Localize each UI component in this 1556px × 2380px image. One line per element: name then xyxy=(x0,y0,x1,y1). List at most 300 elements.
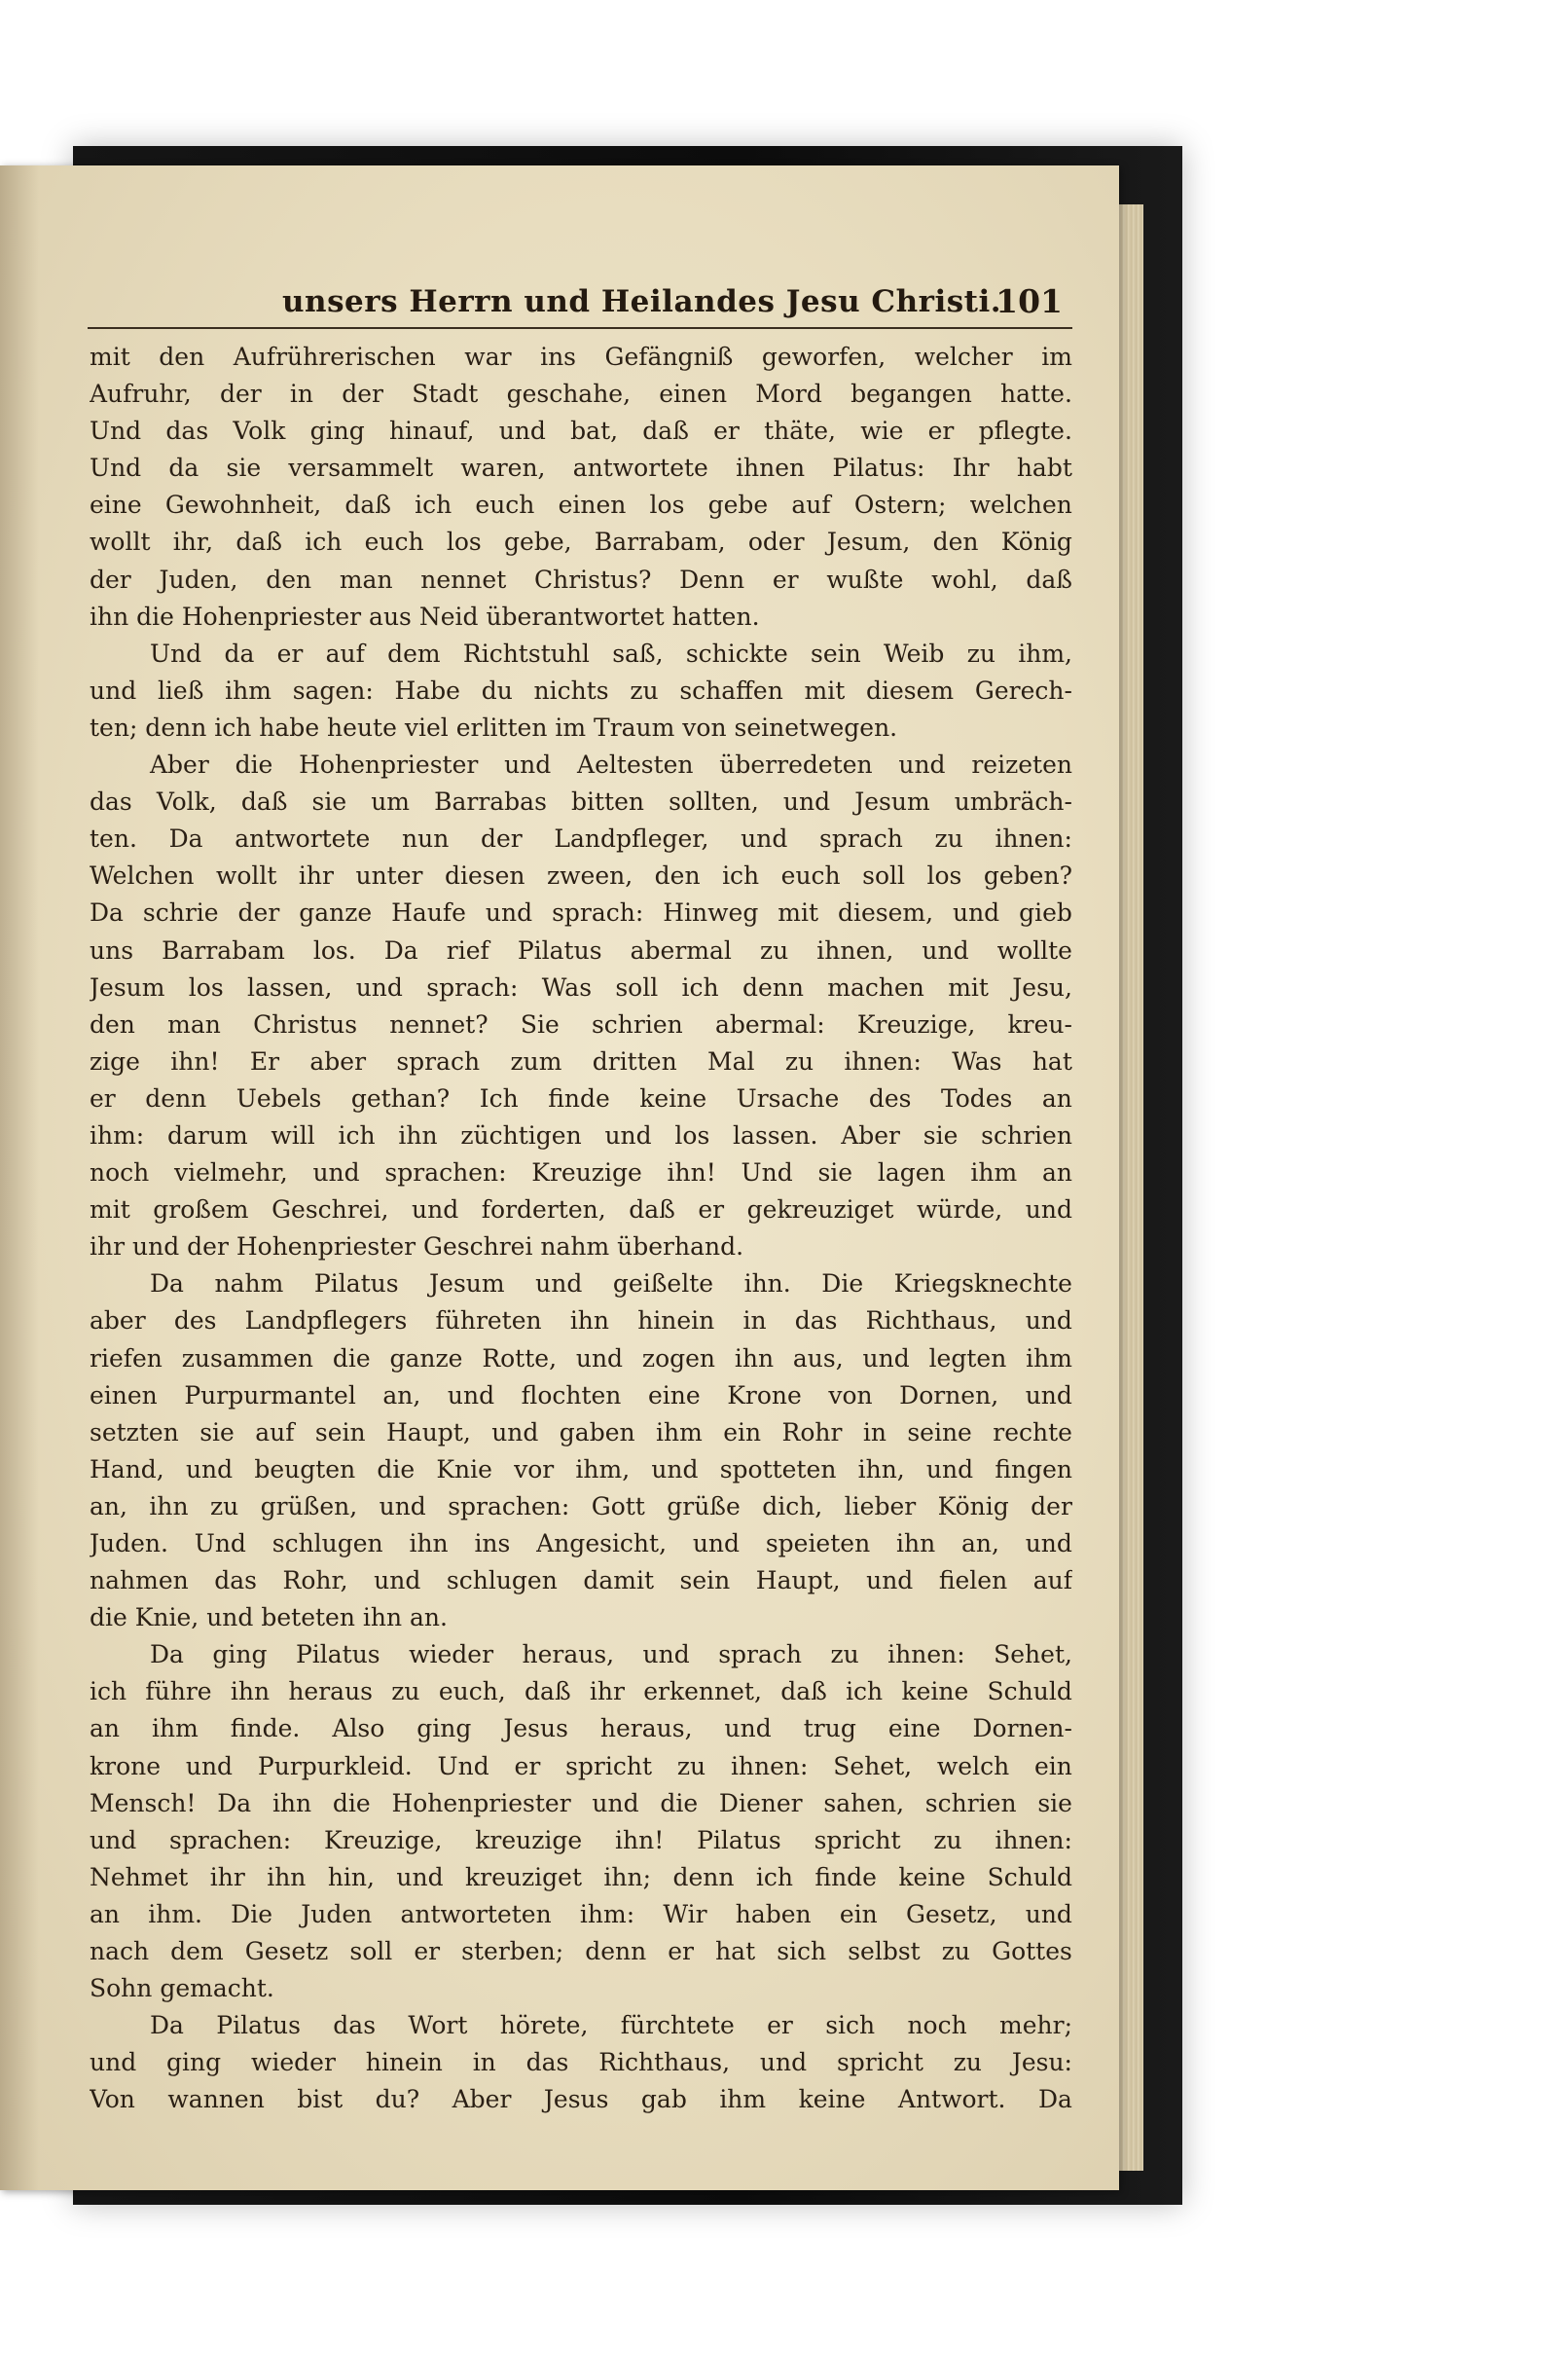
word: man xyxy=(339,565,393,594)
word: trug xyxy=(803,1714,856,1743)
word: sprachen: xyxy=(169,1825,292,1854)
word: ihn xyxy=(230,1677,271,1706)
word: noch xyxy=(90,1158,150,1188)
word: oder xyxy=(747,528,805,557)
word: Und xyxy=(90,454,142,483)
word: war xyxy=(464,343,512,371)
word: Denn xyxy=(679,565,745,594)
text-line xyxy=(90,376,1072,413)
word: keine xyxy=(901,1677,969,1706)
word: sich xyxy=(825,2011,876,2040)
body-text xyxy=(90,339,1072,2119)
word: diesem xyxy=(866,676,955,705)
word: zu xyxy=(933,1825,962,1854)
word: schaffen xyxy=(679,676,783,705)
text-line xyxy=(90,1154,1072,1191)
word: ihm, xyxy=(575,1454,631,1483)
word: ging xyxy=(416,1714,472,1743)
line-text: die Knie, und beteten ihn an. xyxy=(90,1603,448,1632)
word: finde xyxy=(814,1862,877,1891)
word: beugten xyxy=(254,1454,356,1483)
text-line xyxy=(90,1785,1072,1822)
word: er xyxy=(668,1937,695,1966)
word: grüße xyxy=(667,1491,741,1520)
word: und xyxy=(651,1454,699,1483)
word: ihn xyxy=(398,1120,438,1150)
word: ihn xyxy=(569,1306,610,1336)
word: in xyxy=(472,2048,496,2077)
word: ten. xyxy=(90,824,137,854)
word: Die xyxy=(231,1899,273,1928)
text-line xyxy=(90,1191,1072,1228)
word: um xyxy=(371,787,411,817)
word: und xyxy=(185,1454,234,1483)
word: daß xyxy=(235,528,282,557)
word: einen xyxy=(659,380,728,409)
word: heraus, xyxy=(522,1640,615,1669)
word: ihn. xyxy=(743,1269,791,1299)
word: und xyxy=(498,417,546,446)
word: er xyxy=(276,639,304,668)
word: man xyxy=(167,1009,221,1039)
word: sprach: xyxy=(426,972,519,1002)
word: geschahe, xyxy=(506,380,632,409)
word: los xyxy=(674,1120,710,1150)
word: Pilatus xyxy=(517,935,602,965)
word: ihn xyxy=(267,1862,307,1891)
word: gebe xyxy=(707,491,769,520)
word: ihm, xyxy=(1018,639,1072,668)
running-head xyxy=(88,280,1070,329)
word: und xyxy=(925,1454,974,1483)
word: an xyxy=(1041,1083,1072,1113)
word: grüßen, xyxy=(260,1491,358,1520)
word: an xyxy=(90,1899,121,1928)
word: sahen, xyxy=(823,1788,905,1817)
word: wieder xyxy=(409,1640,494,1669)
word: auf xyxy=(1032,1566,1072,1595)
word: König xyxy=(937,1491,1009,1520)
word: Richthaus, xyxy=(598,2048,731,2077)
text-line xyxy=(90,1748,1072,1785)
word: Habe xyxy=(394,676,460,705)
word: den xyxy=(90,1009,135,1039)
word: Haupt, xyxy=(385,1417,471,1446)
word: und xyxy=(604,1120,652,1150)
word: seine xyxy=(907,1417,972,1446)
word: er xyxy=(767,2011,793,2040)
word: Juden xyxy=(301,1899,373,1928)
word: ihn xyxy=(734,1343,775,1373)
word: welcher xyxy=(914,343,1013,371)
word: und xyxy=(1025,1195,1072,1225)
word: hatte. xyxy=(1000,380,1072,409)
word: Jesum xyxy=(429,1269,505,1299)
word: zu xyxy=(630,676,659,705)
word: thäte, xyxy=(764,417,836,446)
word: ihnen: xyxy=(730,1751,809,1780)
word: zusammen xyxy=(181,1343,314,1373)
word: Gesetz, xyxy=(905,1899,997,1928)
word: Kreuzige xyxy=(531,1158,642,1188)
word: wannen xyxy=(167,2085,265,2114)
word: machen xyxy=(827,972,924,1002)
word: umbräch- xyxy=(954,787,1072,817)
word: die xyxy=(235,751,273,780)
word: speieten xyxy=(765,1529,871,1557)
word: wollte xyxy=(996,935,1072,965)
text-line xyxy=(90,1525,1072,1562)
word: abermal: xyxy=(714,1009,825,1039)
word: Nehmet xyxy=(90,1862,189,1891)
word: schrien xyxy=(924,1788,1017,1817)
word: Ostern; xyxy=(853,491,947,520)
word: rechte xyxy=(993,1417,1072,1446)
word: sprachen: xyxy=(384,1158,507,1188)
word: Sehet, xyxy=(833,1751,913,1780)
word: des xyxy=(868,1083,912,1113)
word: zu xyxy=(966,639,995,668)
word: mit xyxy=(778,898,819,928)
word: nahmen xyxy=(90,1566,189,1595)
word: welchen xyxy=(969,491,1072,520)
word: die xyxy=(377,1454,416,1483)
word: Sie xyxy=(520,1009,560,1039)
word: erkennet, xyxy=(643,1677,762,1706)
word: sie xyxy=(226,454,262,483)
word: Purpurkleid. xyxy=(257,1751,413,1780)
word: Gesetz xyxy=(244,1937,329,1966)
word: da xyxy=(224,639,255,668)
word: an xyxy=(1041,1158,1072,1188)
word: will xyxy=(271,1120,315,1150)
word: forderten, xyxy=(481,1195,606,1225)
word: Pilatus xyxy=(295,1640,380,1669)
word: sprach xyxy=(819,824,903,854)
word: wohl, xyxy=(931,565,998,594)
text-line xyxy=(90,1007,1072,1044)
word: er xyxy=(927,417,955,446)
word: führe xyxy=(145,1677,212,1706)
word: und xyxy=(355,972,403,1002)
word: zu xyxy=(941,1937,971,1966)
word: dritten xyxy=(592,1046,677,1076)
word: ich xyxy=(90,1677,127,1706)
word: heraus, xyxy=(599,1714,693,1743)
word: überredeten xyxy=(719,751,873,780)
word: an, xyxy=(90,1491,127,1520)
word: geißelte xyxy=(612,1269,714,1299)
text-line xyxy=(90,970,1072,1007)
word: keine xyxy=(898,1862,966,1891)
word: das xyxy=(794,1306,838,1336)
word: Und xyxy=(194,1529,246,1557)
word: Aber xyxy=(841,1120,901,1150)
word: das xyxy=(165,417,209,446)
word: euch xyxy=(780,861,841,891)
word: Aber xyxy=(452,2085,512,2114)
text-line xyxy=(90,1970,1072,2007)
text-line xyxy=(90,673,1072,710)
word: die xyxy=(332,1343,371,1373)
word: Jesu: xyxy=(1011,2048,1072,2077)
word: ein xyxy=(1034,1751,1072,1780)
word: daß xyxy=(525,1677,571,1706)
word: in xyxy=(862,1417,887,1446)
word: an xyxy=(90,1714,121,1743)
word: pflegte. xyxy=(978,417,1072,446)
word: der xyxy=(219,380,262,409)
word: ich xyxy=(305,528,343,557)
word: vor xyxy=(514,1454,555,1483)
word: ließ xyxy=(157,676,204,705)
word: Er xyxy=(249,1046,280,1076)
word: Mord xyxy=(755,380,822,409)
word: sie xyxy=(1037,1788,1072,1817)
word: Todes xyxy=(940,1083,1013,1113)
word: ihm xyxy=(656,1417,703,1446)
text-line xyxy=(90,858,1072,895)
word: er xyxy=(772,565,799,594)
word: Jesus xyxy=(503,1714,568,1743)
word: Schuld xyxy=(987,1862,1072,1891)
word: er xyxy=(713,417,740,446)
word: Richtstuhl xyxy=(462,639,590,668)
word: ihr xyxy=(589,1677,625,1706)
word: Und xyxy=(150,639,202,668)
word: ihn, xyxy=(857,1454,905,1483)
word: ihm: xyxy=(579,1899,635,1928)
word: der xyxy=(1031,1491,1072,1520)
word: Aufruhr, xyxy=(90,380,192,409)
word: Landpfleger, xyxy=(554,824,709,854)
text-line xyxy=(90,524,1072,561)
word: auf xyxy=(255,1417,295,1446)
word: sich xyxy=(777,1937,827,1966)
word: den xyxy=(932,528,979,557)
word: das xyxy=(525,2048,569,2077)
word: ihnen: xyxy=(844,1046,922,1076)
word: ein xyxy=(723,1417,762,1446)
word: los xyxy=(926,861,962,891)
word: keine xyxy=(639,1083,707,1113)
text-line xyxy=(90,599,1072,636)
word: begangen xyxy=(850,380,972,409)
word: dem xyxy=(387,639,441,668)
word: gethan? xyxy=(350,1083,451,1113)
line-text: Sohn gemacht. xyxy=(90,1974,274,2003)
word: der xyxy=(90,565,131,594)
word: von xyxy=(828,1380,873,1410)
word: er xyxy=(514,1751,541,1780)
word: denn xyxy=(145,1083,207,1113)
word: legten xyxy=(928,1343,1007,1373)
word: zween, xyxy=(546,861,633,891)
word: hat xyxy=(715,1937,756,1966)
text-line xyxy=(90,450,1072,487)
word: Hohenpriester xyxy=(299,751,479,780)
word: ich xyxy=(681,972,719,1002)
word: ihnen: xyxy=(995,1825,1072,1854)
word: und xyxy=(396,1862,444,1891)
word: schrie xyxy=(142,898,219,928)
word: den xyxy=(654,861,701,891)
word: wußte xyxy=(826,565,904,594)
word: ihnen xyxy=(736,454,806,483)
word: Rohr, xyxy=(282,1566,348,1595)
text-line xyxy=(90,747,1072,784)
word: Gott xyxy=(591,1491,645,1520)
word: soll xyxy=(862,861,906,891)
word: Jesus xyxy=(543,2085,609,2114)
word: sie xyxy=(199,1417,235,1446)
word: Ich xyxy=(479,1083,519,1113)
word: rief xyxy=(446,935,489,965)
word: zu xyxy=(934,824,963,854)
word: Aber xyxy=(150,751,209,780)
word: ihm. xyxy=(148,1899,202,1928)
text-line xyxy=(90,1044,1072,1080)
word: daß xyxy=(1026,565,1072,594)
word: aus, xyxy=(792,1343,844,1373)
word: euch xyxy=(364,528,424,557)
word: ins xyxy=(474,1529,511,1557)
word: eine xyxy=(887,1714,941,1743)
word: darum xyxy=(166,1120,248,1150)
word: Juden. xyxy=(90,1529,168,1557)
word: den xyxy=(266,565,312,594)
word: und xyxy=(724,1714,772,1743)
word: krone xyxy=(90,1751,162,1780)
word: Haufe xyxy=(391,898,466,928)
word: König xyxy=(1000,528,1072,557)
word: Hinweg xyxy=(663,898,759,928)
word: Was xyxy=(952,1046,1002,1076)
word: Angesicht, xyxy=(536,1529,668,1557)
word: Da xyxy=(217,1788,252,1817)
word: Weib xyxy=(883,639,945,668)
word: ging xyxy=(309,417,365,446)
spine-shadow xyxy=(0,165,39,2190)
word: sprach xyxy=(396,1046,481,1076)
word: dem xyxy=(170,1937,224,1966)
word: uns xyxy=(90,935,134,965)
word: Ursache xyxy=(736,1083,840,1113)
word: ich xyxy=(846,1677,884,1706)
word: Gottes xyxy=(992,1937,1072,1966)
text-line xyxy=(90,1377,1072,1414)
text-line xyxy=(90,784,1072,821)
word: denn xyxy=(742,972,804,1002)
word: sie xyxy=(923,1120,959,1150)
word: Juden, xyxy=(159,565,238,594)
word: ins xyxy=(540,343,577,371)
text-line xyxy=(90,1822,1072,1859)
word: Gefängniß xyxy=(604,343,734,371)
word: reizeten xyxy=(971,751,1072,780)
word: abermal xyxy=(630,935,732,965)
word: antworteten xyxy=(400,1899,552,1928)
word: sein xyxy=(811,639,861,668)
word: wollt xyxy=(215,861,277,891)
word: Geschrei, xyxy=(271,1195,389,1225)
word: da xyxy=(168,454,199,483)
word: lassen. xyxy=(733,1120,818,1150)
word: ganze xyxy=(389,1343,463,1373)
running-title: unsers Herrn und Heilandes Jesu Christi. xyxy=(282,284,1002,319)
word: Gerech- xyxy=(974,676,1072,705)
word: Jesum xyxy=(854,787,930,817)
word: ihr xyxy=(209,1862,245,1891)
word: gaben xyxy=(559,1417,635,1446)
word: und xyxy=(922,935,969,965)
text-line xyxy=(90,2007,1072,2044)
word: Volk, xyxy=(156,787,217,817)
word: Haupt, xyxy=(755,1566,841,1595)
word: daß xyxy=(642,417,689,446)
word: daß xyxy=(240,787,288,817)
word: Also xyxy=(332,1714,385,1743)
word: welch xyxy=(936,1751,1010,1780)
word: Rohr xyxy=(781,1417,843,1446)
word: sollten, xyxy=(669,787,759,817)
word: hat xyxy=(1031,1046,1072,1076)
word: Jesum xyxy=(90,972,165,1002)
word: im xyxy=(1041,343,1072,371)
word: zum xyxy=(510,1046,562,1076)
word: waren, xyxy=(460,454,546,483)
word: los xyxy=(649,491,685,520)
word: gieb xyxy=(1019,898,1072,928)
word: und xyxy=(374,1566,421,1595)
word: selbst xyxy=(848,1937,921,1966)
word: Wort xyxy=(408,2011,468,2040)
word: fielen xyxy=(938,1566,1008,1595)
word: würde, xyxy=(917,1195,1003,1225)
text-line xyxy=(90,562,1072,599)
word: des xyxy=(173,1306,217,1336)
word: gekreuziget xyxy=(746,1195,894,1225)
word: das xyxy=(333,2011,377,2040)
word: kreuzige xyxy=(475,1825,583,1854)
word: zogen xyxy=(641,1343,716,1373)
word: daß xyxy=(780,1677,827,1706)
word: schickte xyxy=(685,639,788,668)
word: zu xyxy=(953,2048,982,2077)
word: der xyxy=(342,380,383,409)
word: hin, xyxy=(327,1862,375,1891)
word: soll xyxy=(349,1937,393,1966)
word: die xyxy=(332,1788,371,1817)
word: Da xyxy=(168,824,203,854)
word: Aeltesten xyxy=(577,751,694,780)
word: sein xyxy=(679,1566,731,1595)
word: Volk xyxy=(233,417,286,446)
book-page xyxy=(0,165,1119,2190)
word: sie xyxy=(311,787,347,817)
word: Und xyxy=(90,417,142,446)
word: schlugen xyxy=(446,1566,558,1595)
word: Aufrührerischen xyxy=(233,343,436,371)
word: ihn; xyxy=(603,1862,652,1891)
text-line xyxy=(90,1859,1072,1896)
word: mit xyxy=(948,972,989,1002)
word: lagen xyxy=(877,1158,946,1188)
word: Diener xyxy=(718,1788,803,1817)
word: fingen xyxy=(995,1454,1072,1483)
word: Hand, xyxy=(90,1454,164,1483)
word: in xyxy=(742,1306,767,1336)
